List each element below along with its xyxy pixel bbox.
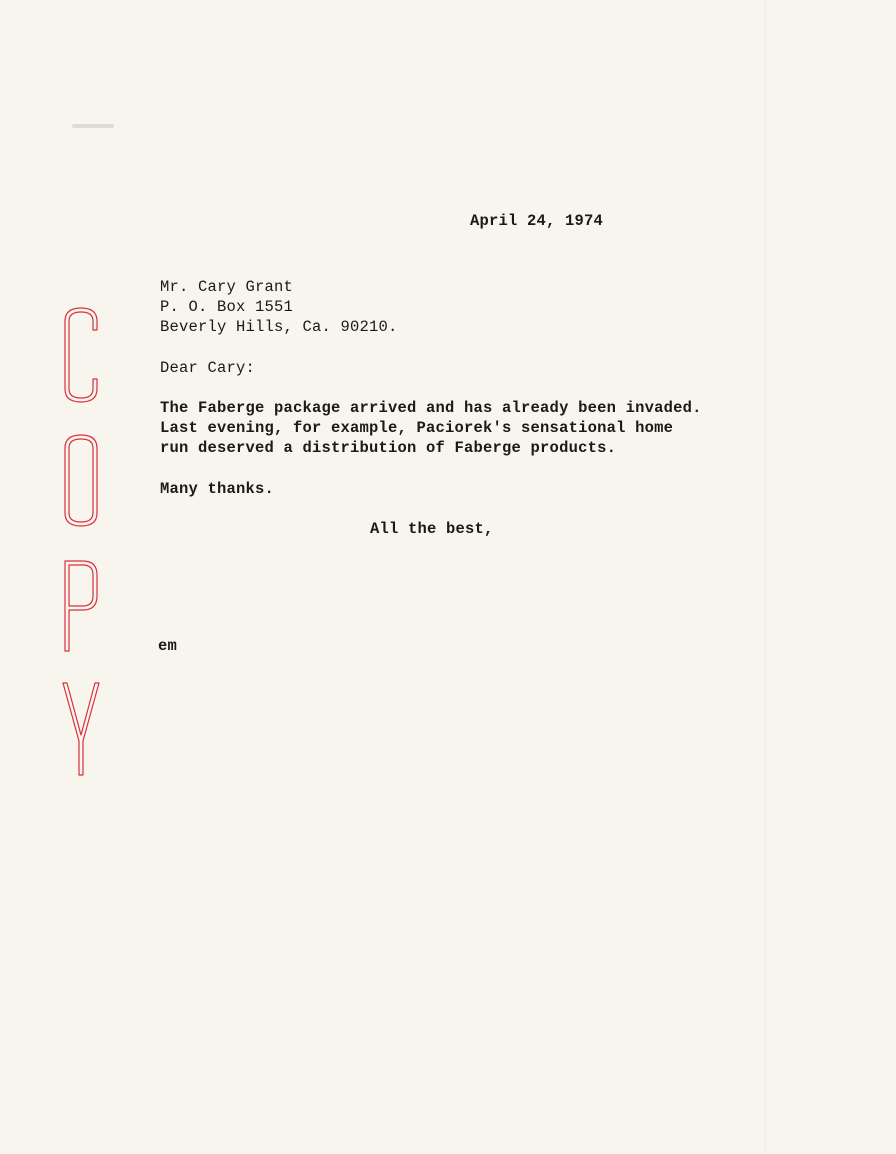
body-line: The Faberge package arrived and has already been invaded.	[160, 399, 702, 417]
copy-stamp-letter-y	[63, 683, 99, 775]
copy-stamp-letter-c	[65, 308, 97, 402]
paper-smudge	[72, 124, 114, 128]
salutation: Dear Cary:	[160, 359, 256, 377]
paper-fold-line	[764, 0, 767, 1154]
recipient-name: Mr. Cary Grant	[160, 278, 294, 296]
body-line: Last evening, for example, Paciorek's sensational home	[160, 419, 674, 437]
closing-line: All the best,	[370, 520, 494, 538]
body-line: run deserved a distribution of Faberge products.	[160, 439, 617, 457]
copy-stamp	[56, 305, 106, 785]
copy-stamp-letter-p	[65, 561, 97, 651]
recipient-po-box: P. O. Box 1551	[160, 298, 294, 316]
copy-stamp-letter-o	[65, 435, 97, 526]
typist-initials: em	[158, 637, 178, 655]
recipient-city: Beverly Hills, Ca. 90210.	[160, 318, 398, 336]
letter-date: April 24, 1974	[470, 212, 604, 230]
thanks-line: Many thanks.	[160, 480, 275, 498]
